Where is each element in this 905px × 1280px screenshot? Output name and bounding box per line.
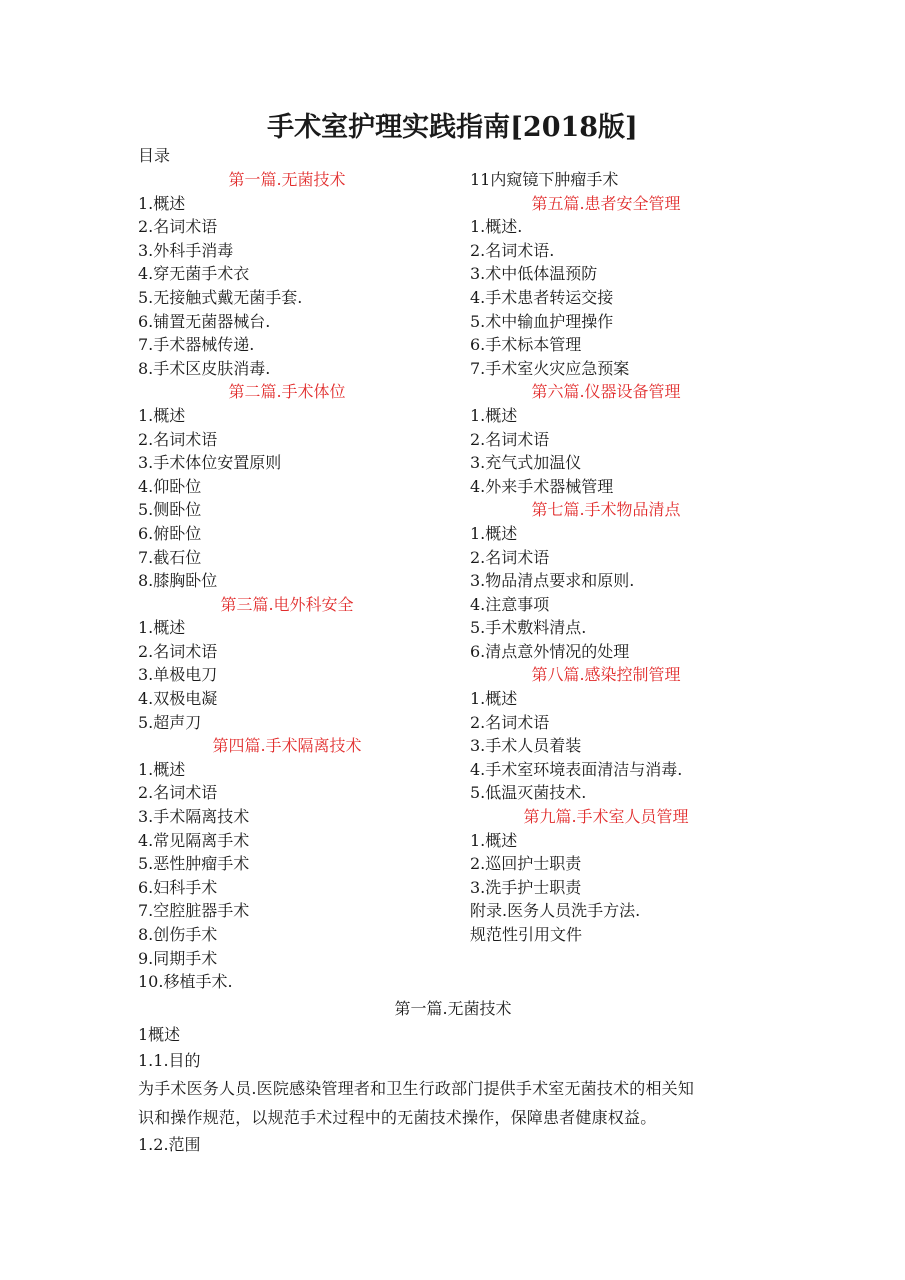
toc-entry: 4.手术患者转运交接: [470, 287, 614, 307]
toc-entry: 6.铺置无菌器械台.: [138, 311, 271, 331]
toc-section-heading: 第六篇.仪器设备管理: [531, 382, 681, 402]
toc-entry: 1.概述: [138, 405, 186, 425]
toc-entry: 7.手术器械传递.: [138, 335, 255, 355]
toc-entry: 2.名词术语: [138, 217, 218, 237]
toc-entry: 6.妇科手术: [138, 877, 218, 897]
toc-entry: 3.洗手护士职责: [470, 877, 582, 897]
toc-entry: 6.手术标本管理: [470, 335, 582, 355]
toc-entry: 5.术中输血护理操作: [470, 311, 614, 331]
toc-entry: 3.手术人员着装: [470, 736, 582, 756]
toc-entry: 2.名词术语: [138, 641, 218, 661]
toc-entry: 5.恶性肿瘤手术: [138, 854, 250, 874]
toc-entry: 3.术中低体温预防: [470, 264, 598, 284]
toc-entry: 3.单极电刀: [138, 665, 218, 685]
toc-entry: 规范性引用文件: [470, 925, 583, 944]
toc-section-heading: 第二篇.手术体位: [228, 382, 346, 402]
toc-entry: 4.穿无菌手术衣: [138, 264, 250, 284]
toc-section-heading: 第七篇.手术物品清点: [531, 500, 681, 520]
toc-entry: 3.手术体位安置原则: [138, 453, 282, 473]
toc-entry: 2.名词术语: [138, 429, 218, 449]
toc-entry: 4.双极电凝: [138, 689, 218, 709]
toc-entry: 5.手术敷料清点.: [470, 618, 587, 638]
toc-entry: 1.概述: [470, 689, 518, 709]
toc-entry: 6.俯卧位: [138, 523, 202, 543]
subsection-heading: 1.1.目的: [138, 1051, 201, 1070]
toc-entry: 3.物品清点要求和原则.: [470, 571, 635, 591]
toc-entry: 2.巡回护士职责: [470, 854, 582, 874]
toc-entry: 4.仰卧位: [138, 476, 202, 496]
toc-entry: 3.手术隔离技术: [138, 807, 250, 827]
toc-entry: 1.概述.: [470, 217, 523, 237]
toc-entry: 10.移植手术.: [138, 972, 233, 992]
chapter-heading: 第一篇.无菌技术: [394, 999, 512, 1018]
toc-entry: 5.低温灭菌技术.: [470, 783, 587, 803]
subsection-heading: 1.2.范围: [138, 1135, 201, 1154]
toc-section-heading: 第三篇.电外科安全: [220, 594, 354, 614]
toc-entry: 4.常见隔离手术: [138, 830, 250, 850]
toc-entry: 7.截石位: [138, 547, 202, 567]
toc-entry: 4.手术室环境表面清洁与消毒.: [470, 759, 683, 779]
toc-entry: 5.侧卧位: [138, 500, 202, 520]
toc-entry: 5.无接触式戴无菌手套.: [138, 287, 303, 307]
toc-left-column: [138, 168, 468, 994]
toc-entry: 1.概述: [470, 830, 518, 850]
toc-entry: 2.名词术语: [138, 783, 218, 803]
toc-entry: 9.同期手术: [138, 948, 218, 968]
toc-entry: 1.概述: [470, 523, 518, 543]
paragraph-line: 为手术医务人员.医院感染管理者和卫生行政部门提供手术室无菌技术的相关知: [138, 1079, 695, 1098]
toc-entry: 11内窥镜下肿瘤手术: [470, 170, 619, 189]
toc-entry: 7.手术室火灾应急预案: [470, 358, 630, 378]
toc-entry: 4.外来手术器械管理: [470, 476, 614, 496]
toc-entry: 1.概述: [138, 618, 186, 638]
toc-section-heading: 第五篇.患者安全管理: [531, 193, 681, 213]
toc-entry: 1.概述: [138, 193, 186, 213]
toc-entry: 2.名词术语: [470, 712, 550, 732]
toc-entry: 8.手术区皮肤消毒.: [138, 358, 271, 378]
toc-label: 目录: [138, 146, 171, 165]
toc-entry: 7.空腔脏器手术: [138, 901, 250, 921]
toc-entry: 2.名词术语: [470, 547, 550, 567]
toc-entry: 6.清点意外情况的处理: [470, 641, 630, 661]
toc-section-heading: 第八篇.感染控制管理: [531, 665, 681, 685]
toc-section-heading: 第一篇.无菌技术: [228, 170, 346, 189]
toc-entry: 1.概述: [470, 405, 518, 425]
toc-entry: 2.名词术语.: [470, 240, 555, 260]
toc-entry: 3.外科手消毒: [138, 240, 234, 260]
toc-entry: 8.创伤手术: [138, 925, 218, 944]
toc-entry: 附录.医务人员洗手方法.: [470, 901, 641, 921]
toc-entry: 8.膝胸卧位: [138, 571, 218, 591]
toc-entry: 5.超声刀: [138, 712, 202, 732]
toc-section-heading: 第九篇.手术室人员管理: [523, 807, 689, 827]
section-heading: 1概述: [138, 1025, 181, 1044]
toc-entry: 3.充气式加温仪: [470, 453, 582, 473]
toc-right-column: [470, 168, 770, 947]
paragraph-line: 识和操作规范，以规范手术过程中的无菌技术操作，保障患者健康权益。: [138, 1108, 657, 1127]
toc-entry: 4.注意事项: [470, 594, 550, 614]
toc-entry: 1.概述: [138, 759, 186, 779]
body-section: [138, 996, 778, 1158]
toc-entry: 2.名词术语: [470, 429, 550, 449]
document-title: 手术室护理实践指南[2018版]: [267, 112, 638, 143]
toc-section-heading: 第四篇.手术隔离技术: [212, 736, 362, 756]
